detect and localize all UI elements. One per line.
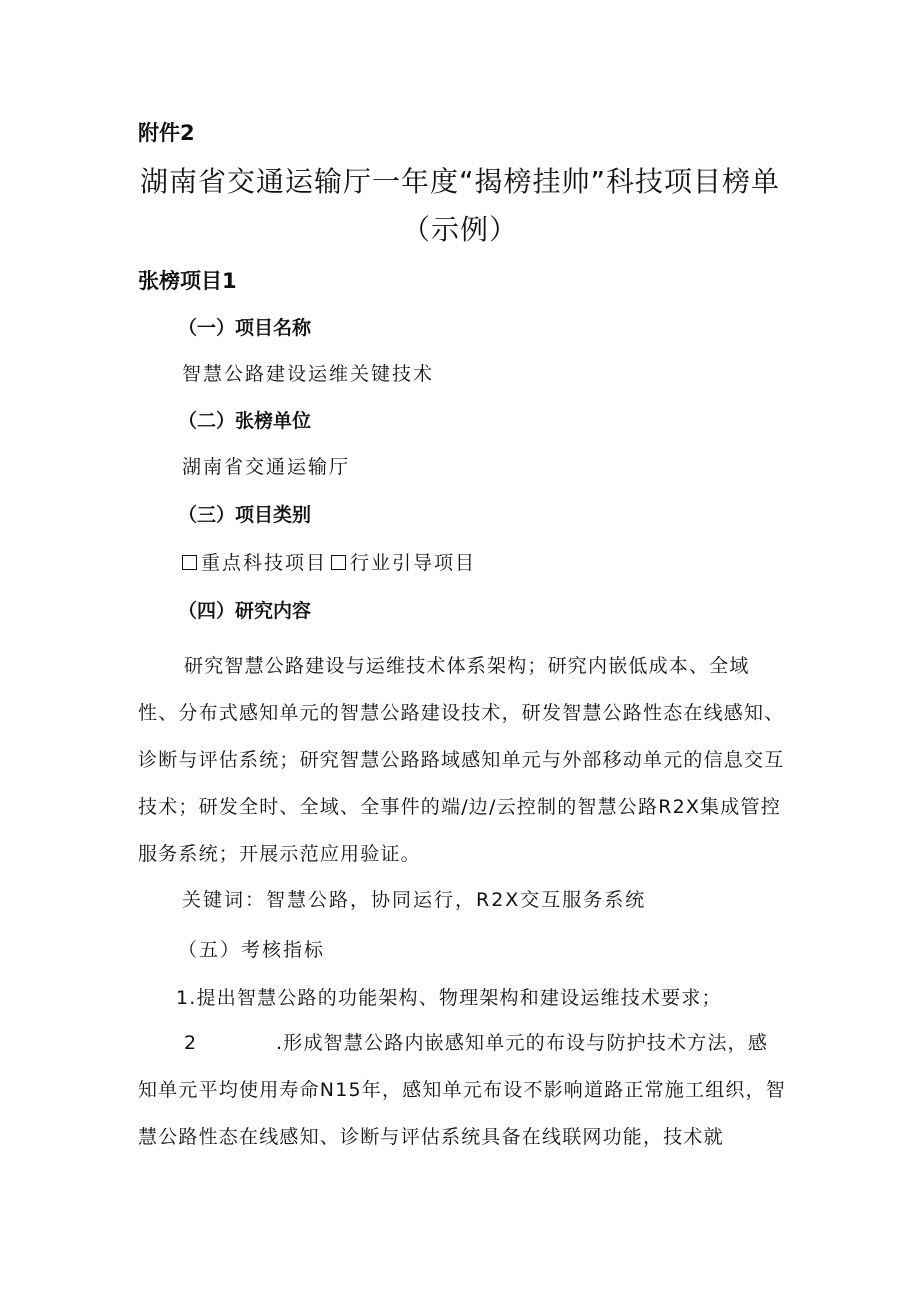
assessment-item-2 — [138, 1020, 788, 1161]
checkbox-industry-project[interactable] — [331, 555, 346, 570]
project-label: 张榜项目1 — [138, 269, 237, 293]
assessment-item-2-text: .形成智慧公路内嵌感知单元的布设与防护技术方法，感知单元平均使用寿命N15年，感知单元布设不影响道路正常施工组织，智慧公路性态在线感知、诊断与评估系统具备在线联网功能，技术就 — [138, 1032, 786, 1148]
section-heading-content: （四）研究内容 — [178, 600, 312, 622]
research-content-paragraph: 研究智慧公路建设与运维技术体系架构；研究内嵌低成本、全域性、分布式感知单元的智慧公路建设技术，研发智慧公路性态在线感知、诊断与评估系统；研究智慧公路路域感知单元与外部移动单元的信息交互技术；研发全时、全域、全事件的端/边/云控制的智慧公路R2X集成管控服务系统；开展示范应用验证。 — [138, 655, 785, 865]
checkbox-key-project[interactable] — [182, 555, 197, 570]
unit-value: 湖南省交通运输厅 — [182, 456, 351, 478]
section-heading-assessment: （五）考核指标 — [178, 939, 326, 961]
assessment-item-1: 1.提出智慧公路的功能架构、物理架构和建设运维技术要求； — [176, 987, 722, 1009]
keywords-line: 关键词：智慧公路，协同运行，R2X交互服务系统 — [182, 889, 647, 911]
category-option-key: 重点科技项目 — [201, 552, 328, 574]
section-heading-category: （三）项目类别 — [178, 504, 312, 526]
attachment-label: 附件2 — [138, 121, 195, 145]
assessment-item-2-number: 2 — [184, 1032, 198, 1054]
category-option-industry: 行业引导项目 — [350, 552, 477, 574]
document-title: 湖南省交通运输厅一年度“揭榜挂帅”科技项目榜单 — [139, 165, 780, 198]
project-name-value: 智慧公路建设运维关键技术 — [182, 363, 435, 385]
section-heading-name: （一）项目名称 — [178, 317, 312, 339]
section-heading-unit: （二）张榜单位 — [178, 410, 312, 432]
category-options — [182, 548, 476, 578]
document-subtitle: （示例） — [401, 213, 518, 246]
